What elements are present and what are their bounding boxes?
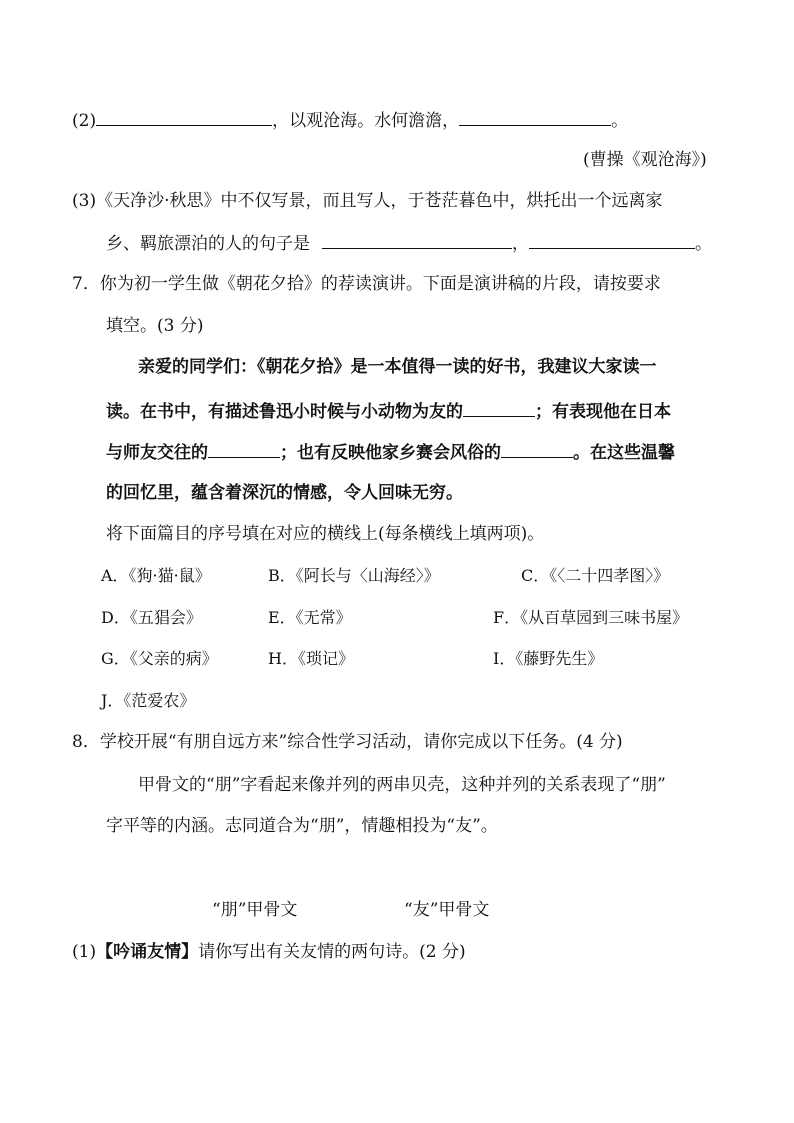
- answer-blank[interactable]: [96, 107, 272, 126]
- q8-sub1-tag: 【吟诵友情】: [96, 942, 199, 962]
- q7-line1: 7．你为初一学生做《朝花夕拾》的荐读演讲。下面是演讲稿的片段，请按要求: [72, 274, 661, 294]
- q6-item2-text: ，以观沧海。水何澹澹，: [272, 111, 460, 131]
- option-a: A．《狗·猫·鼠》: [101, 566, 211, 585]
- q6-item2-end: 。: [611, 111, 629, 131]
- q7-speech-l3: [106, 439, 675, 465]
- q8-sub1-number: (1): [72, 942, 97, 962]
- speech-text: 与师友交往的: [106, 443, 208, 463]
- caption-peng-oracle: “朋”甲骨文: [212, 900, 298, 920]
- answer-blank[interactable]: [529, 230, 695, 249]
- speech-text: ；有表现他在日本: [535, 402, 671, 422]
- q6-item2: [72, 107, 628, 133]
- q7-instruction: 将下面篇目的序号填在对应的横线上(每条横线上填两项)。: [106, 524, 545, 544]
- option-e: E．《无常》: [268, 608, 352, 627]
- option-d: D．《五猖会》: [101, 608, 202, 627]
- q6-item3-line2: [106, 230, 712, 256]
- q8-sub1: [72, 940, 466, 964]
- q6-item3-line1: (3)《天净沙·秋思》中不仅写景，而且写人，于苍茫暮色中，烘托出一个远离家: [72, 191, 663, 211]
- answer-blank[interactable]: [501, 439, 573, 458]
- answer-blank[interactable]: [463, 398, 535, 417]
- q7-speech-l2: [106, 398, 671, 424]
- answer-blank[interactable]: [459, 107, 611, 126]
- q6-item3-text: 乡、羁旅漂泊的人的句子是: [106, 234, 310, 254]
- q6-item3-end: 。: [695, 234, 712, 254]
- option-b: B．《阿长与〈山海经〉》: [268, 566, 440, 585]
- option-j: J．《范爱农》: [101, 691, 196, 710]
- q6-item3-comma: ，: [512, 234, 529, 254]
- speech-text: 。在这些温馨: [573, 443, 675, 463]
- q7-speech-l4: 的回忆里，蕴含着深沉的情感，令人回味无穷。: [106, 483, 463, 503]
- option-h: H．《琐记》: [268, 649, 354, 668]
- option-i: I．《藤野先生》: [493, 649, 604, 668]
- q7-line2: 填空。(3 分): [106, 316, 204, 336]
- q8-line1: 8．学校开展“有朋自远方来”综合性学习活动，请你完成以下任务。(4 分): [72, 732, 623, 752]
- option-g: G．《父亲的病》: [101, 649, 218, 668]
- q7-speech-l1: 亲爱的同学们：《朝花夕拾》是一本值得一读的好书，我建议大家读一: [138, 357, 657, 377]
- q6-item2-source: (曹操《观沧海》): [583, 150, 707, 170]
- q8-sub1-text: 请你写出有关友情的两句诗。(2 分): [198, 942, 466, 962]
- answer-blank[interactable]: [208, 439, 280, 458]
- q8-para-l2: 字平等的内涵。志同道合为“朋”，情趣相投为“友”。: [106, 816, 498, 836]
- speech-text: 读。在书中，有描述鲁迅小时候与小动物为友的: [106, 402, 463, 422]
- answer-blank[interactable]: [322, 230, 512, 249]
- option-f: F．《从百草园到三味书屋》: [493, 608, 689, 627]
- q8-para-l1: 甲骨文的“朋”字看起来像并列的两串贝壳，这种并列的关系表现了“朋”: [138, 775, 666, 795]
- speech-text: ；也有反映他家乡赛会风俗的: [280, 443, 501, 463]
- option-c: C．《〈二十四孝图〉》: [521, 566, 670, 585]
- caption-you-oracle: “友”甲骨文: [404, 900, 490, 920]
- q6-item2-number: (2): [72, 111, 97, 131]
